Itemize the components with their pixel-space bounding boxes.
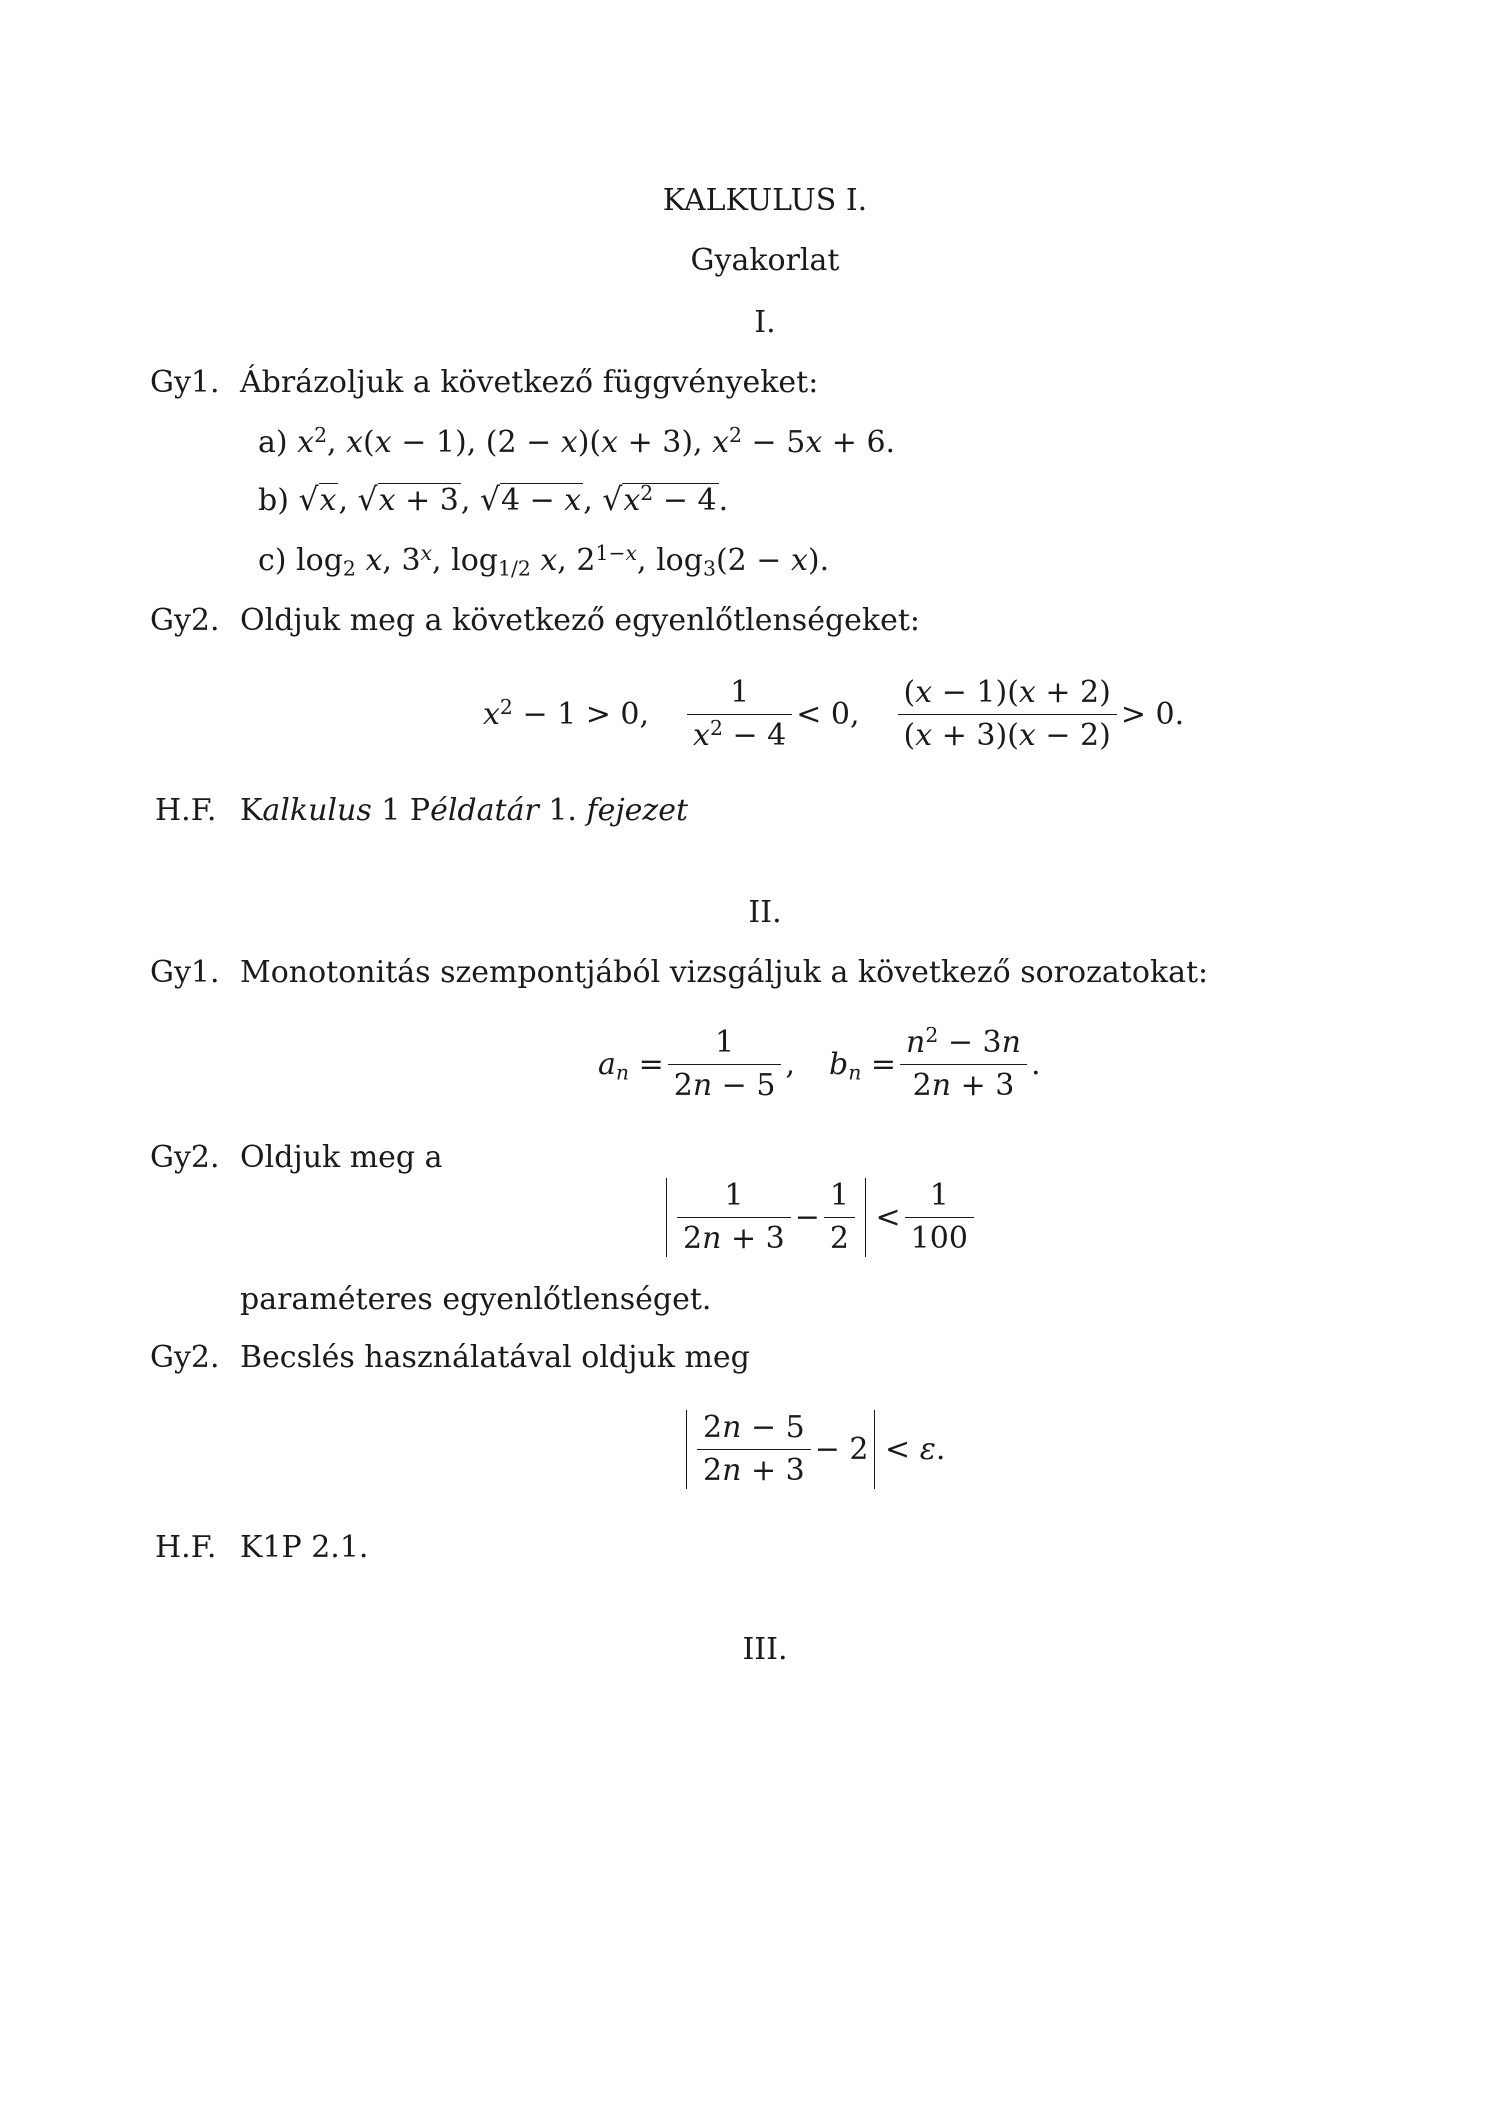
exercise-text: Ábrázoljuk a következő függvényeket:	[240, 365, 819, 400]
homework-label: H.F.	[155, 1530, 217, 1565]
exercise-label: Gy2.	[150, 603, 220, 638]
inequalities-display: $x^2 - 1 > 0$, $\frac{1}{x^2 - 4}$ < 0, $\frac{(x - 1)(x + 2)}{(x + 3)(x - 2)}$ > 0.	[483, 675, 1185, 753]
exercise-label: Gy1.	[150, 365, 220, 400]
formula-line-c: c) $\log_2 x$, 3$^x$, $\log_{1/2} x$, $2^{1-x}$, $\log_3(2 - x)$.	[258, 540, 830, 581]
section-heading-2: II.	[748, 895, 782, 930]
formula-line-b: b) √x, √x + 3, √4 − x, $√x^2 - 4$.	[258, 480, 729, 518]
item-label: b)	[258, 483, 289, 518]
exercise-text: Becslés használatával oldjuk meg	[240, 1340, 750, 1375]
exercise-text: Oldjuk meg a következő egyenlőtlenségeket:	[240, 603, 920, 638]
fraction: $\frac{(x - 1)(x + 2)}{(x + 3)(x - 2)}$	[898, 675, 1117, 754]
exercise-label: Gy2.	[150, 1140, 220, 1175]
document-subtitle: Gyakorlat	[690, 243, 840, 278]
item-label: c)	[258, 543, 287, 578]
absolute-inequality-display: $\frac{1}{2n + 3}$ − $\frac{1}{2}$ < $\frac{1}{100}$	[666, 1178, 978, 1257]
exercise-text: paraméteres egyenlőtlenséget.	[240, 1282, 712, 1317]
sequences-display: $a_n$ = $\frac{1}{2n - 5}$ , $b_n$ = $\frac{n^2 - 3n}{2n + 3}$ .	[598, 1022, 1041, 1103]
fraction: $\frac{1}{100}$	[905, 1178, 974, 1257]
homework-text: K1P 2.1.	[240, 1530, 369, 1565]
section-heading-3: III.	[742, 1632, 788, 1667]
exercise-label: Gy1.	[150, 955, 220, 990]
document-title: KALKULUS I.	[662, 183, 868, 218]
fraction: $\frac{n^2 - 3n}{2n + 3}$	[900, 1025, 1027, 1104]
item-label: a)	[258, 425, 288, 460]
fraction: $\frac{1}{x^2 - 4}$	[687, 675, 792, 754]
homework-label: H.F.	[155, 793, 217, 828]
exercise-text: Oldjuk meg a	[240, 1140, 443, 1175]
exercise-text: Monotonitás szempontjából vizsgáljuk a következő sorozatokat:	[240, 955, 1209, 990]
fraction: $\frac{1}{2n - 5}$	[668, 1025, 782, 1104]
absolute-value: $\frac{1}{2n + 3}$ − $\frac{1}{2}$	[666, 1178, 866, 1257]
fraction: $\frac{2n - 5}{2n + 3}$	[697, 1410, 811, 1489]
fraction: $\frac{1}{2n + 3}$	[677, 1178, 791, 1257]
section-heading-1: I.	[754, 305, 776, 340]
homework-text: Kalkulus 1 Példatár 1. fejezet	[240, 793, 689, 828]
exercise-label: Gy2.	[150, 1340, 220, 1375]
formula-line-a: a) $x^2$, x(x − 1), (2 − x)(x + 3), $x^2 - 5x + 6$.	[258, 422, 896, 460]
epsilon-inequality-display: $\frac{2n - 5}{2n + 3}$ − 2 < ε.	[686, 1410, 945, 1489]
fraction: $\frac{1}{2}$	[824, 1178, 855, 1257]
absolute-value: $\frac{2n - 5}{2n + 3}$ − 2	[686, 1410, 875, 1489]
